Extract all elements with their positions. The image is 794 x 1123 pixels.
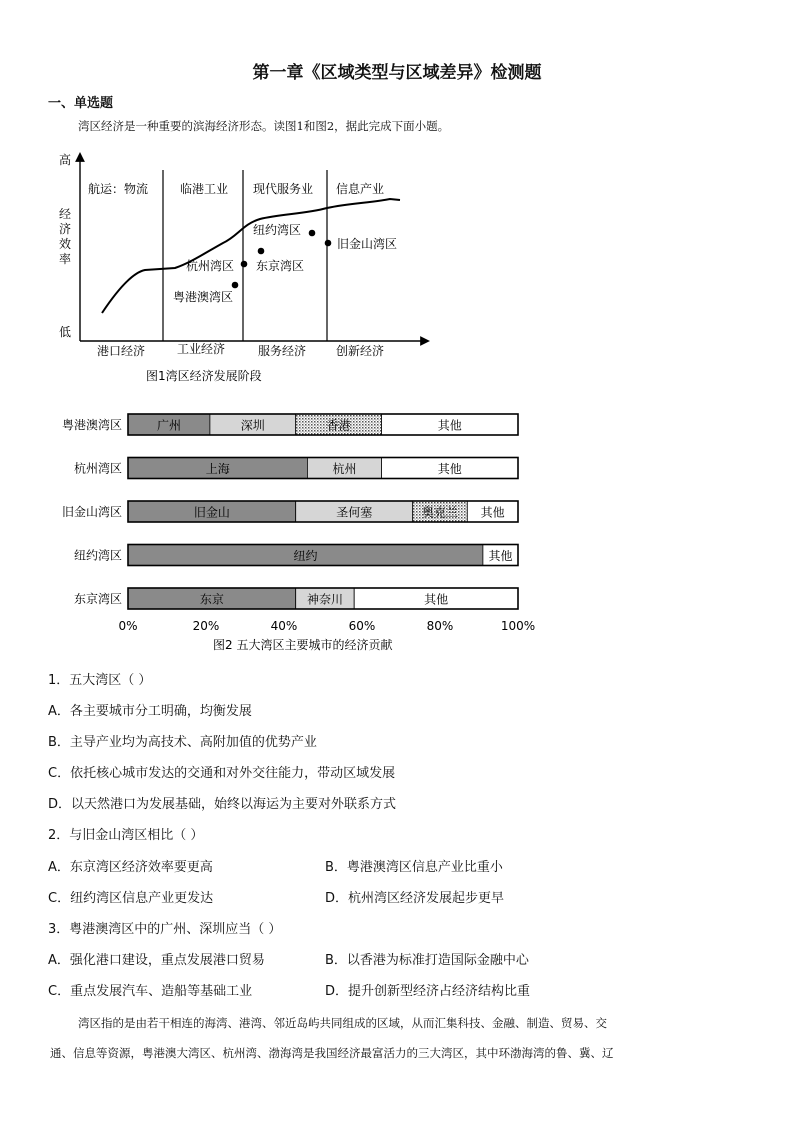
tick-label: 80% (426, 619, 454, 633)
region-label: 纽约湾区 (73, 548, 122, 563)
point-label-hangzhou: 杭州湾区 (186, 259, 235, 273)
stage-bottom-label: 港口经济 (97, 344, 146, 358)
question-2-option-d[interactable]: D．杭州湾区经济发展起步更早 (325, 891, 505, 906)
stage-top-label: 临港工业 (180, 182, 229, 196)
segment-label: 圣何塞 (336, 505, 373, 520)
intro-text: 湾区经济是一种重要的滨海经济形态。读图1和图2，据此完成下面小题。 (78, 119, 450, 133)
paragraph-line-2: 通、信息等资源，粤港澳大湾区、杭州湾、渤海湾是我国经济最富活力的三大湾区，其中环渤海湾的鲁、冀、辽 (50, 1046, 614, 1060)
tick-label: 60% (348, 619, 376, 633)
region-label: 东京湾区 (73, 592, 122, 606)
segment-label: 其他 (424, 592, 449, 607)
tick-label: 0% (118, 619, 138, 633)
y-label-char: 率 (59, 252, 72, 266)
segment-label: 其他 (437, 418, 462, 433)
question-3-option-c[interactable]: C．重点发展汽车、造船等基础工业 (48, 984, 253, 999)
question-3-option-a[interactable]: A．强化港口建设，重点发展港口贸易 (48, 953, 265, 968)
point-marker (232, 282, 239, 289)
y-label-char: 效 (59, 237, 72, 251)
stage-top-label: 信息产业 (336, 182, 385, 196)
tick-label: 20% (192, 619, 220, 633)
point-label-tokyo: 东京湾区 (256, 259, 305, 273)
segment-label: 广州 (156, 418, 181, 433)
point-label-sanfrancisco: 旧金山湾区 (337, 237, 398, 251)
question-3-option-b[interactable]: B．以香港为标准打造国际金融中心 (325, 953, 529, 968)
stage-bottom-label: 创新经济 (336, 344, 385, 358)
point-label-gba: 粤港澳湾区 (173, 290, 234, 304)
segment-label: 神奈川 (306, 592, 343, 607)
segment-label: 香港 (326, 418, 351, 433)
segment-label: 奥克兰 (421, 505, 459, 520)
segment-label: 其他 (488, 549, 513, 563)
figure-1 (50, 148, 440, 386)
region-label: 杭州湾区 (73, 461, 122, 476)
figure-2 (50, 400, 540, 656)
point-marker (258, 248, 265, 255)
question-1-option-a[interactable]: A．各主要城市分工明确，均衡发展 (48, 704, 252, 719)
region-label: 粤港澳湾区 (61, 418, 122, 432)
y-label-char: 经 (59, 207, 72, 221)
question-2-stem: 2．与旧金山湾区相比（ ） (48, 828, 204, 843)
point-marker (309, 230, 316, 237)
question-2-option-b[interactable]: B．粤港澳湾区信息产业比重小 (325, 860, 503, 875)
segment-label: 旧金山 (193, 505, 230, 520)
question-2-option-c[interactable]: C．纽约湾区信息产业更发达 (48, 891, 214, 906)
x-ticks (118, 619, 535, 633)
development-curve (102, 199, 400, 313)
stacked-bars (62, 414, 518, 609)
segment-label: 杭州 (332, 462, 357, 476)
question-1-stem: 1．五大湾区（ ） (48, 673, 152, 688)
point-label-newyork: 纽约湾区 (253, 223, 302, 237)
y-low-label: 低 (59, 325, 72, 339)
y-label-char: 济 (59, 222, 72, 236)
segment-label: 其他 (480, 505, 505, 520)
segment-label: 东京 (199, 592, 224, 607)
question-3-option-d[interactable]: D．提升创新型经济占经济结构比重 (325, 984, 531, 999)
segment-label: 纽约 (293, 549, 318, 563)
segment-label: 其他 (437, 462, 462, 476)
point-marker (325, 240, 332, 247)
paragraph-line-1: 湾区指的是由若干相连的海湾、港湾、邻近岛屿共同组成的区域，从而汇集科技、金融、制造、贸易、交 (78, 1016, 607, 1030)
question-1-option-c[interactable]: C．依托核心城市发达的交通和对外交往能力，带动区域发展 (48, 766, 396, 781)
question-3-stem: 3．粤港澳湾区中的广州、深圳应当（ ） (48, 922, 282, 937)
segment-label: 上海 (205, 462, 230, 476)
question-2-option-a[interactable]: A．东京湾区经济效率要更高 (48, 860, 213, 875)
tick-label: 100% (500, 619, 536, 633)
section-heading: 一、单选题 (48, 96, 114, 111)
figure-1-caption: 图1湾区经济发展阶段 (146, 369, 262, 383)
segment-label: 深圳 (240, 418, 265, 433)
stage-top-label: 现代服务业 (253, 182, 314, 196)
question-1-option-b[interactable]: B．主导产业均为高技术、高附加值的优势产业 (48, 735, 317, 750)
region-label: 旧金山湾区 (61, 505, 122, 519)
figure-2-caption: 图2 五大湾区主要城市的经济贡献 (213, 638, 393, 652)
stage-bottom-label: 服务经济 (258, 344, 307, 358)
stage-bottom-label: 工业经济 (177, 342, 226, 356)
stage-top-label: 航运：物流 (88, 182, 149, 196)
y-high-label: 高 (59, 153, 72, 167)
point-marker (241, 261, 248, 268)
page-title: 第一章《区域类型与区域差异》检测题 (252, 63, 542, 83)
tick-label: 40% (270, 619, 298, 633)
question-1-option-d[interactable]: D．以天然港口为发展基础，始终以海运为主要对外联系方式 (48, 797, 397, 812)
